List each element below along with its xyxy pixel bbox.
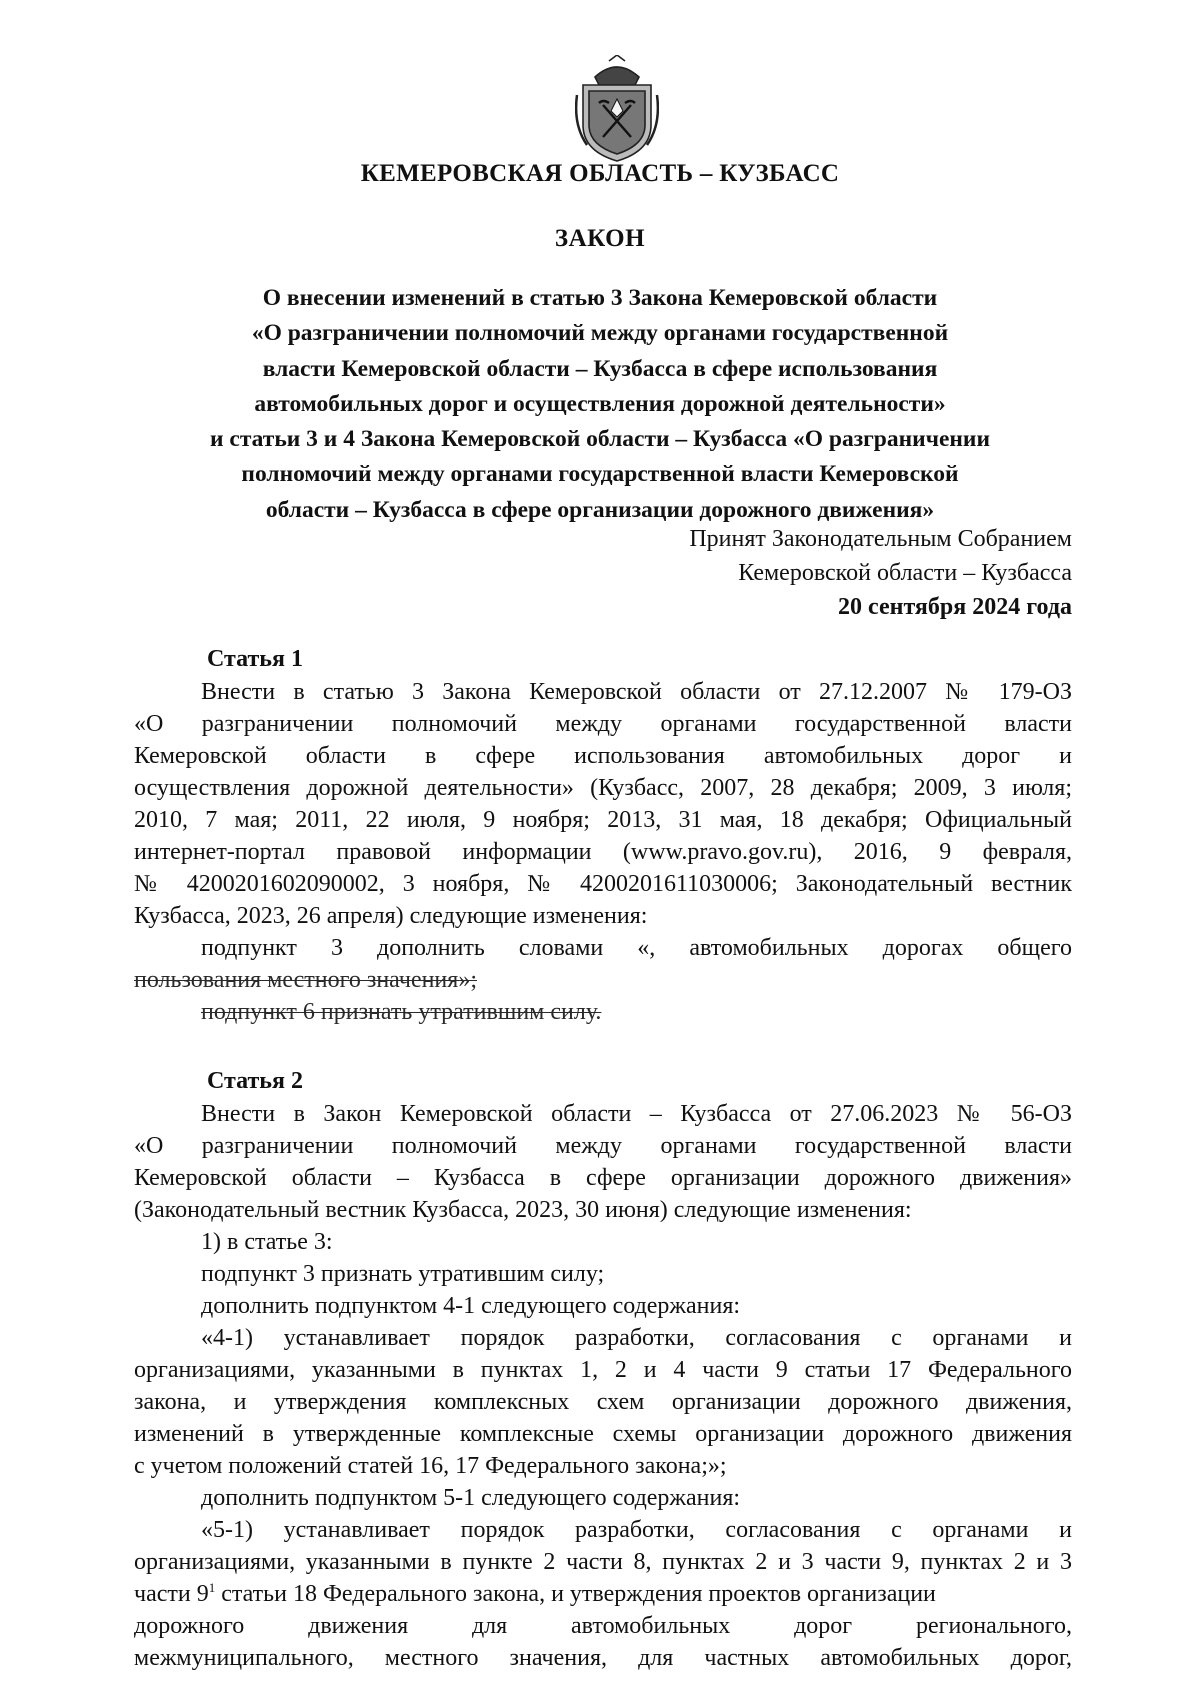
article-2-line: «О разграничении полномочий между органами государственной власти: [134, 1133, 1072, 1159]
article-2-line: Внести в Закон Кемеровской области – Кузбасса от 27.06.2023 № 56-ОЗ: [201, 1101, 1072, 1127]
document-type: ЗАКОН: [554, 225, 646, 252]
article-2-line: дополнить подпунктом 5-1 следующего содержания:: [201, 1485, 741, 1511]
law-title-line: автомобильных дорог и осуществления дорожной деятельности»: [254, 390, 946, 417]
article-2-line: дополнить подпунктом 4-1 следующего содержания:: [201, 1293, 741, 1319]
article-1-line: Кузбасса, 2023, 26 апреля) следующие изменения:: [134, 903, 648, 929]
article-2-line: закона, и утверждения комплексных схем организации дорожного движения,: [134, 1389, 1072, 1415]
law-title-line: О внесении изменений в статью 3 Закона Кемеровской области: [262, 285, 938, 311]
superscript-one: 1: [208, 1580, 216, 1595]
article-2-line: Кемеровской области – Кузбасса в сфере организации дорожного движения»: [134, 1165, 1072, 1191]
article-2-line-sup: [134, 1582, 936, 1606]
law-title-line: полномочий между органами государственной власти Кемеровской: [241, 461, 959, 488]
law-title-line: области – Кузбасса в сфере организации дорожного движения»: [265, 496, 935, 523]
article-1-heading: Статья 1: [207, 646, 303, 672]
article-2-line: «5-1) устанавливает порядок разработки, согласования с органами и: [201, 1517, 1072, 1543]
adoption-line: Кемеровской области – Кузбасса: [738, 560, 1072, 586]
article-1-line: интернет-портал правовой информации (www.pravo.gov.ru), 2016, 9 февраля,: [134, 839, 1072, 865]
article-2-line: дорожного движения для автомобильных дорог регионального,: [134, 1613, 1072, 1639]
adoption-date: 20 сентября 2024 года: [838, 594, 1072, 620]
law-title: [0, 281, 1200, 528]
article-2-line-end: статьи 18 Федерального закона, и утверждения проектов организации: [215, 1581, 936, 1607]
article-2-line: 1) в статье 3:: [201, 1229, 333, 1255]
article-1-line: подпункт 6 признать утратившим силу.: [201, 999, 602, 1025]
article-2-line: межмуниципального, местного значения, для частных автомобильных дорог,: [134, 1645, 1072, 1671]
adoption-line: Принят Законодательным Собранием: [689, 526, 1072, 552]
adoption-block: [689, 522, 1072, 624]
article-2-line: изменений в утвержденные комплексные схемы организации дорожного движения: [134, 1421, 1072, 1447]
law-title-line: и статьи 3 и 4 Закона Кемеровской области – Кузбасса «О разграничении: [209, 426, 991, 453]
article-2-line: организациями, указанными в пунктах 1, 2 и 4 части 9 статьи 17 Федерального: [134, 1357, 1072, 1383]
law-title-line: власти Кемеровской области – Кузбасса в сфере использования: [262, 355, 938, 382]
article-1-line: Внести в статью 3 Закона Кемеровской области от 27.12.2007 № 179-ОЗ: [201, 679, 1072, 705]
article-1-line: Кемеровской области в сфере использования автомобильных дорог и: [134, 743, 1072, 769]
article-1-line: подпункт 3 дополнить словами «, автомобильных дорогах общего: [201, 935, 1072, 961]
article-2-heading: Статья 2: [207, 1068, 303, 1094]
article-2-line: (Законодательный вестник Кузбасса, 2023, 30 июня) следующие изменения:: [134, 1197, 912, 1223]
law-title-line: «О разграничении полномочий между органами государственной: [251, 320, 949, 347]
article-1-line: № 4200201602090002, 3 ноября, № 4200201611030006; Законодательный вестник: [134, 871, 1072, 897]
article-2-line: организациями, указанными в пункте 2 части 8, пунктах 2 и 3 части 9, пунктах 2 и 3: [134, 1549, 1072, 1575]
article-2-line: «4-1) устанавливает порядок разработки, согласования с органами и: [201, 1325, 1072, 1351]
article-2-line-start: части 9: [134, 1581, 209, 1607]
article-1-line: пользования местного значения»;: [134, 967, 477, 993]
article-1-line: «О разграничении полномочий между органами государственной власти: [134, 711, 1072, 737]
article-1-line: 2010, 7 мая; 2011, 22 июля, 9 ноября; 2013, 31 мая, 18 декабря; Официальный: [134, 807, 1072, 833]
article-2-line: с учетом положений статей 16, 17 Федерального закона;»;: [134, 1453, 727, 1479]
region-name: КЕМЕРОВСКАЯ ОБЛАСТЬ – КУЗБАСС: [360, 160, 840, 187]
kemerovo-coat-of-arms-icon: [575, 55, 659, 163]
article-1-line: осуществления дорожной деятельности» (Кузбасс, 2007, 28 декабря; 2009, 3 июля;: [134, 775, 1072, 801]
article-2-line: подпункт 3 признать утратившим силу;: [201, 1261, 605, 1287]
